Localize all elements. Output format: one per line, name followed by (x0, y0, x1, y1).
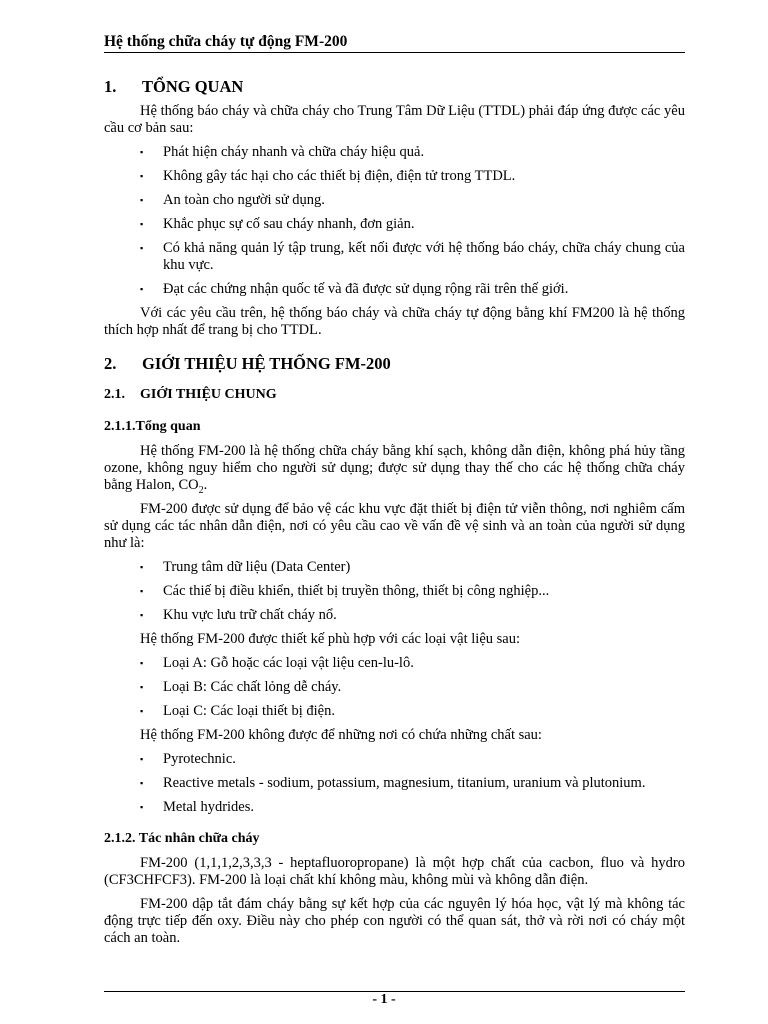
section-1-heading (104, 77, 504, 97)
list-item: ▪ Loại C: Các loại thiết bị điện. (140, 703, 335, 719)
list-item: ▪ Loại A: Gỗ hoặc các loại vật liệu cen-lu-lô. (140, 655, 414, 671)
subsection-number: 2.1. (104, 387, 125, 402)
list-item: ▪ Đạt các chứng nhận quốc tế và đã được sử dụng rộng rãi trên thế giới. (140, 281, 569, 297)
square-bullet-icon: ▪ (140, 284, 144, 294)
section-2-heading (104, 354, 604, 374)
excluded-substances-intro: Hệ thống FM-200 không được để những nơi có chứa những chất sau: (140, 727, 542, 743)
square-bullet-icon: ▪ (140, 802, 144, 812)
square-bullet-icon: ▪ (140, 586, 144, 596)
header-divider (104, 52, 685, 53)
list-item: ▪ Loại B: Các chất lỏng dễ cháy. (140, 679, 342, 695)
list-item: ▪ Trung tâm dữ liệu (Data Center) (140, 559, 351, 575)
list-item: ▪ Phát hiện cháy nhanh và chữa cháy hiệu quả. (140, 144, 425, 160)
square-bullet-icon: ▪ (140, 778, 144, 788)
square-bullet-icon: ▪ (140, 610, 144, 620)
square-bullet-icon: ▪ (140, 195, 144, 205)
square-bullet-icon: ▪ (140, 147, 144, 157)
square-bullet-icon: ▪ (140, 171, 144, 181)
overview-paragraph-2: FM-200 được sử dụng để bảo vệ các khu vực đặt thiết bị điện tử viễn thông, nơi nghiêm cấm sử dụng các tác nhân dẫn điện, nơi có yêu cầu cao về vấn đề vệ sinh và an toàn của người sử dụng như là: (104, 501, 685, 551)
materials-intro: Hệ thống FM-200 được thiết kế phù hợp với các loại vật liệu sau: (140, 631, 520, 647)
page-number: - 1 - (372, 992, 396, 1007)
running-header-title: Hệ thống chữa cháy tự động FM-200 (104, 33, 348, 50)
square-bullet-icon: ▪ (140, 706, 144, 716)
section-1-intro: Hệ thống báo cháy và chữa cháy cho Trung Tâm Dữ Liệu (TTDL) phải đáp ứng được các yêu cầu cơ bản sau: (104, 103, 685, 136)
square-bullet-icon: ▪ (140, 219, 144, 229)
square-bullet-icon: ▪ (140, 682, 144, 692)
list-item: ▪ An toàn cho người sử dụng. (140, 192, 325, 208)
list-item: ▪ Pyrotechnic. (140, 751, 236, 767)
section-title: TỔNG QUAN (142, 77, 244, 96)
list-item: ▪ Reactive metals - sodium, potassium, magnesium, titanium, uranium và plutonium. (140, 775, 646, 791)
list-item: ▪ Metal hydrides. (140, 799, 255, 815)
subsection-2-1-heading (104, 387, 504, 405)
overview-paragraph-1: Hệ thống FM-200 là hệ thống chữa cháy bằng khí sạch, không dẫn điện, không phá hủy tầng ozone, không nguy hiểm cho người sử dụng; được sử dụng thay thế cho các hệ thống chữa cháy bằng Halon, $CO_2$. (104, 443, 685, 496)
list-item: ▪ Khắc phục sự cố sau cháy nhanh, đơn giản. (140, 216, 415, 232)
list-item: ▪ Các thiế bị điều khiển, thiết bị truyền thông, thiết bị công nghiệp... (140, 583, 550, 599)
agent-paragraph-1: FM-200 (1,1,1,2,3,3,3 - heptafluoropropane) là một hợp chất của cacbon, fluo và hydro (CF3CHFCF3). FM-200 là loại chất khí không màu, không mùi và không dẫn điện. (104, 855, 685, 888)
section-title: GIỚI THIỆU HỆ THỐNG FM-200 (142, 354, 391, 373)
list-item: ▪ Không gây tác hại cho các thiết bị điện, điện tử trong TTDL. (140, 168, 516, 184)
list-item: ▪ Có khả năng quản lý tập trung, kết nối được với hệ thống báo cháy, chữa cháy chung của khu vực. (140, 240, 685, 273)
square-bullet-icon: ▪ (140, 243, 144, 253)
section-number: 1. (104, 77, 117, 96)
section-1-conclusion: Với các yêu cầu trên, hệ thống báo cháy và chữa cháy tự động bằng khí FM200 là hệ thống thích hợp nhất để trang bị cho TTDL. (104, 305, 685, 338)
subsection-title: GIỚI THIỆU CHUNG (140, 387, 277, 402)
square-bullet-icon: ▪ (140, 658, 144, 668)
agent-paragraph-2: FM-200 dập tắt đám cháy bằng sự kết hợp của các nguyên lý hóa học, vật lý mà không tác động trực tiếp đến oxy. Điều này cho phép con người có thể quan sát, thở và rời nơi có cháy một cách an toàn. (104, 896, 685, 946)
square-bullet-icon: ▪ (140, 754, 144, 764)
list-item: ▪ Khu vực lưu trữ chất cháy nổ. (140, 607, 337, 623)
section-number: 2. (104, 354, 117, 373)
subsection-2-1-1-heading: 2.1.1.Tổng quan (104, 419, 201, 434)
square-bullet-icon: ▪ (140, 562, 144, 572)
subsection-2-1-2-heading: 2.1.2. Tác nhân chữa cháy (104, 831, 260, 846)
